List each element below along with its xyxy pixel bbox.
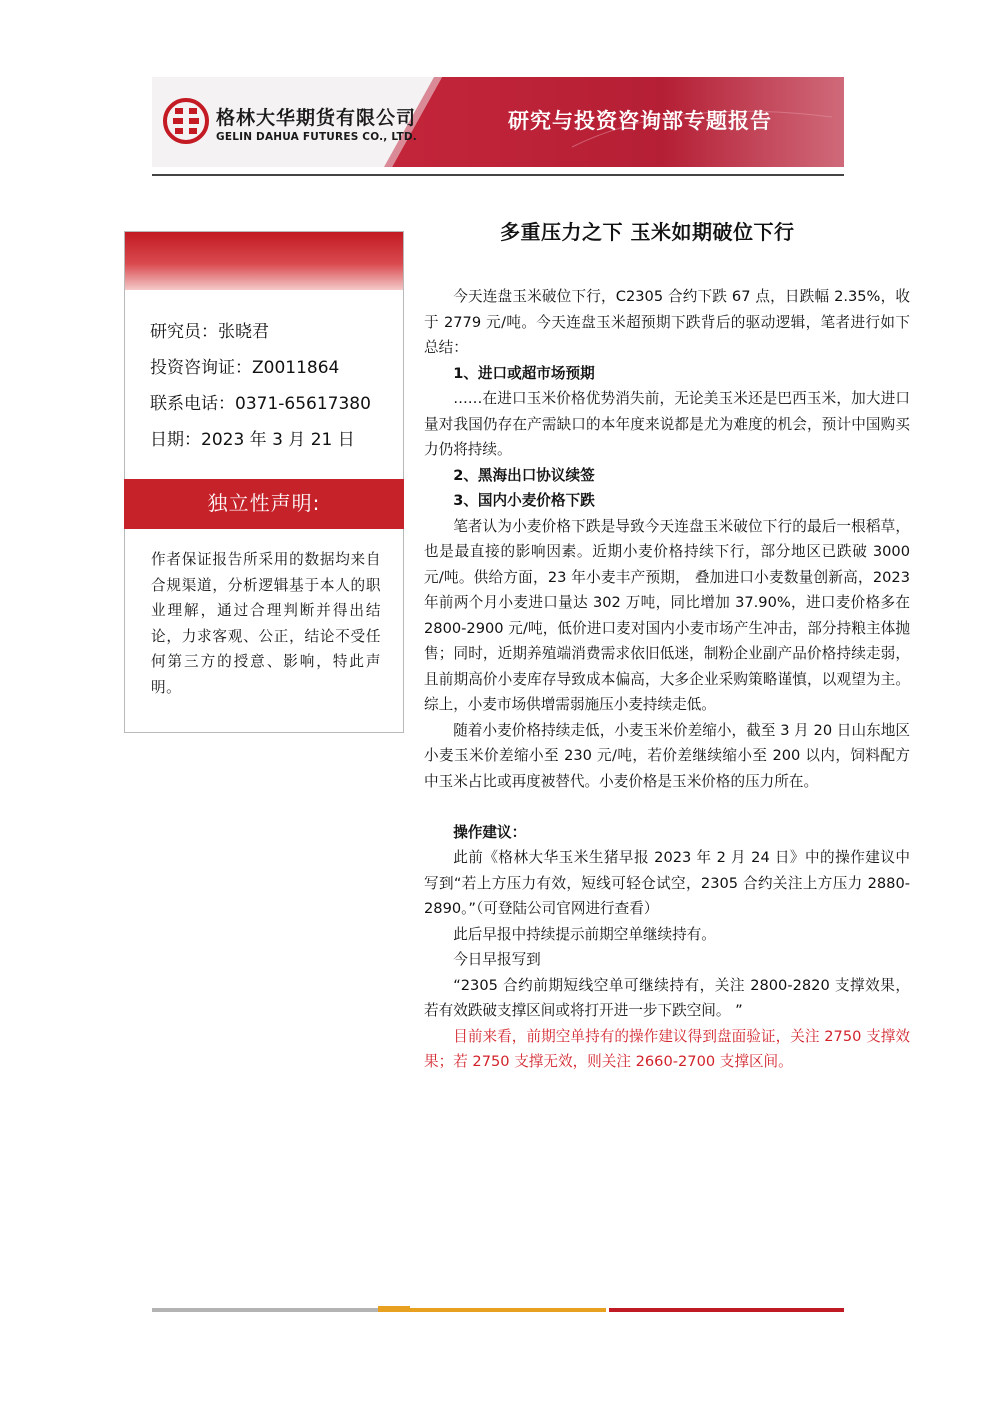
contact-phone: 联系电话：0371-65617380 — [150, 394, 371, 414]
footer-bar-orange — [410, 1308, 606, 1312]
paragraph: 今日早报写到 — [453, 951, 541, 968]
paragraph: ……在进口玉米价格优势消失前，无论美玉米还是巴西玉米，加大进口量对我国仍存在产需缺口的本年度来说都是尤为难度的机会，预计中国购买力仍将持续。 — [424, 390, 910, 458]
section-heading: 操作建议： — [453, 823, 527, 841]
paragraph: 此后早报中持续提示前期空单继续持有。 — [453, 925, 716, 943]
paragraph: 今天连盘玉米破位下行，C2305 合约下跌 67 点，日跌幅 2.35%，收于 2779 元/吨。今天连盘玉米超预期下跌背后的驱动逻辑，笔者进行如下总结： — [424, 288, 910, 356]
company-logo-icon — [162, 97, 210, 145]
company-name-cn: 格林大华期货有限公司 — [216, 107, 417, 129]
paragraph: 随着小麦价格持续走低，小麦玉米价差缩小，截至 3 月 20 日山东地区小麦玉米价差缩小至 230 元/吨，若价差继续缩小至 200 以内，饲料配方中玉米占比或再度被替代。小麦价格是玉米价格的压力所在。 — [424, 721, 910, 790]
header-divider — [152, 174, 844, 176]
footer-bar-gray — [152, 1308, 378, 1312]
company-name-en: GELIN DAHUA FUTURES CO., LTD. — [216, 131, 417, 143]
report-type-title: 研究与投资咨询部专题报告 — [508, 109, 772, 133]
article-title: 多重压力之下 玉米如期破位下行 — [500, 220, 795, 244]
section-heading: 1、进口或超市场预期 — [453, 364, 595, 382]
section-heading: 3、国内小麦价格下跌 — [453, 492, 595, 509]
paragraph: 此前《格林大华玉米生猪早报 2023 年 2 月 24 日》中的操作建议中写到“若上方压力有效，短线可轻仓试空，2305 合约关注上方压力 2880-2890。”（可登陆公司官网进行查看） — [424, 849, 910, 917]
analyst-info-box — [124, 231, 404, 481]
analyst-name: 研究员：张晓君 — [150, 322, 269, 342]
paragraph: 笔者认为小麦价格下跌是导致今天连盘玉米破位下行的最后一根稻草，也是最直接的影响因素。近期小麦价格持续下行，部分地区已跌破 3000 元/吨。供给方面，23 年小麦丰产预期， 叠加进口小麦数量创新高，2023 年前两个月小麦进口量达 302 万吨，同比增加 37.90%，进口麦价格多在 2800-2900 元/吨，低价进口麦对国内小麦市场产生冲击，部分持粮主体抛售；同时，近期养殖端消费需求依旧低迷，制粉企业副产品价格持续走弱，且前期高价小麦库存导致成本偏高，大多企业采购策略谨慎，以观望为主。综上，小麦市场供增需弱施压小麦持续走低。 — [424, 517, 910, 713]
info-box-red-band — [125, 232, 403, 290]
highlighted-conclusion: 目前来看，前期空单持有的操作建议得到盘面验证，关注 2750 支撑效果；若 2750 支撑无效，则关注 2660-2700 支撑区间。 — [424, 1027, 910, 1070]
license-number: 投资咨询证：Z0011864 — [150, 358, 340, 378]
declaration-heading: 独立性声明: — [124, 479, 404, 529]
article-body — [424, 284, 910, 1075]
declaration-text: 作者保证报告所采用的数据均来自合规渠道，分析逻辑基于本人的职业理解，通过合理判断并得出结论，力求客观、公正，结论不受任何第三方的授意、影响，特此声明。 — [124, 529, 404, 733]
header-banner — [152, 77, 844, 167]
paragraph: “2305 合约前期短线空单可继续持有，关注 2800-2820 支撑效果，若有效跌破支撑区间或将打开进一步下跌空间。 ” — [424, 976, 910, 1019]
report-date: 日期：2023 年 3 月 21 日 — [150, 430, 355, 450]
footer-bar-red — [609, 1308, 844, 1312]
section-heading: 2、黑海出口协议续签 — [453, 466, 595, 484]
footer-bar-marker — [378, 1306, 410, 1312]
